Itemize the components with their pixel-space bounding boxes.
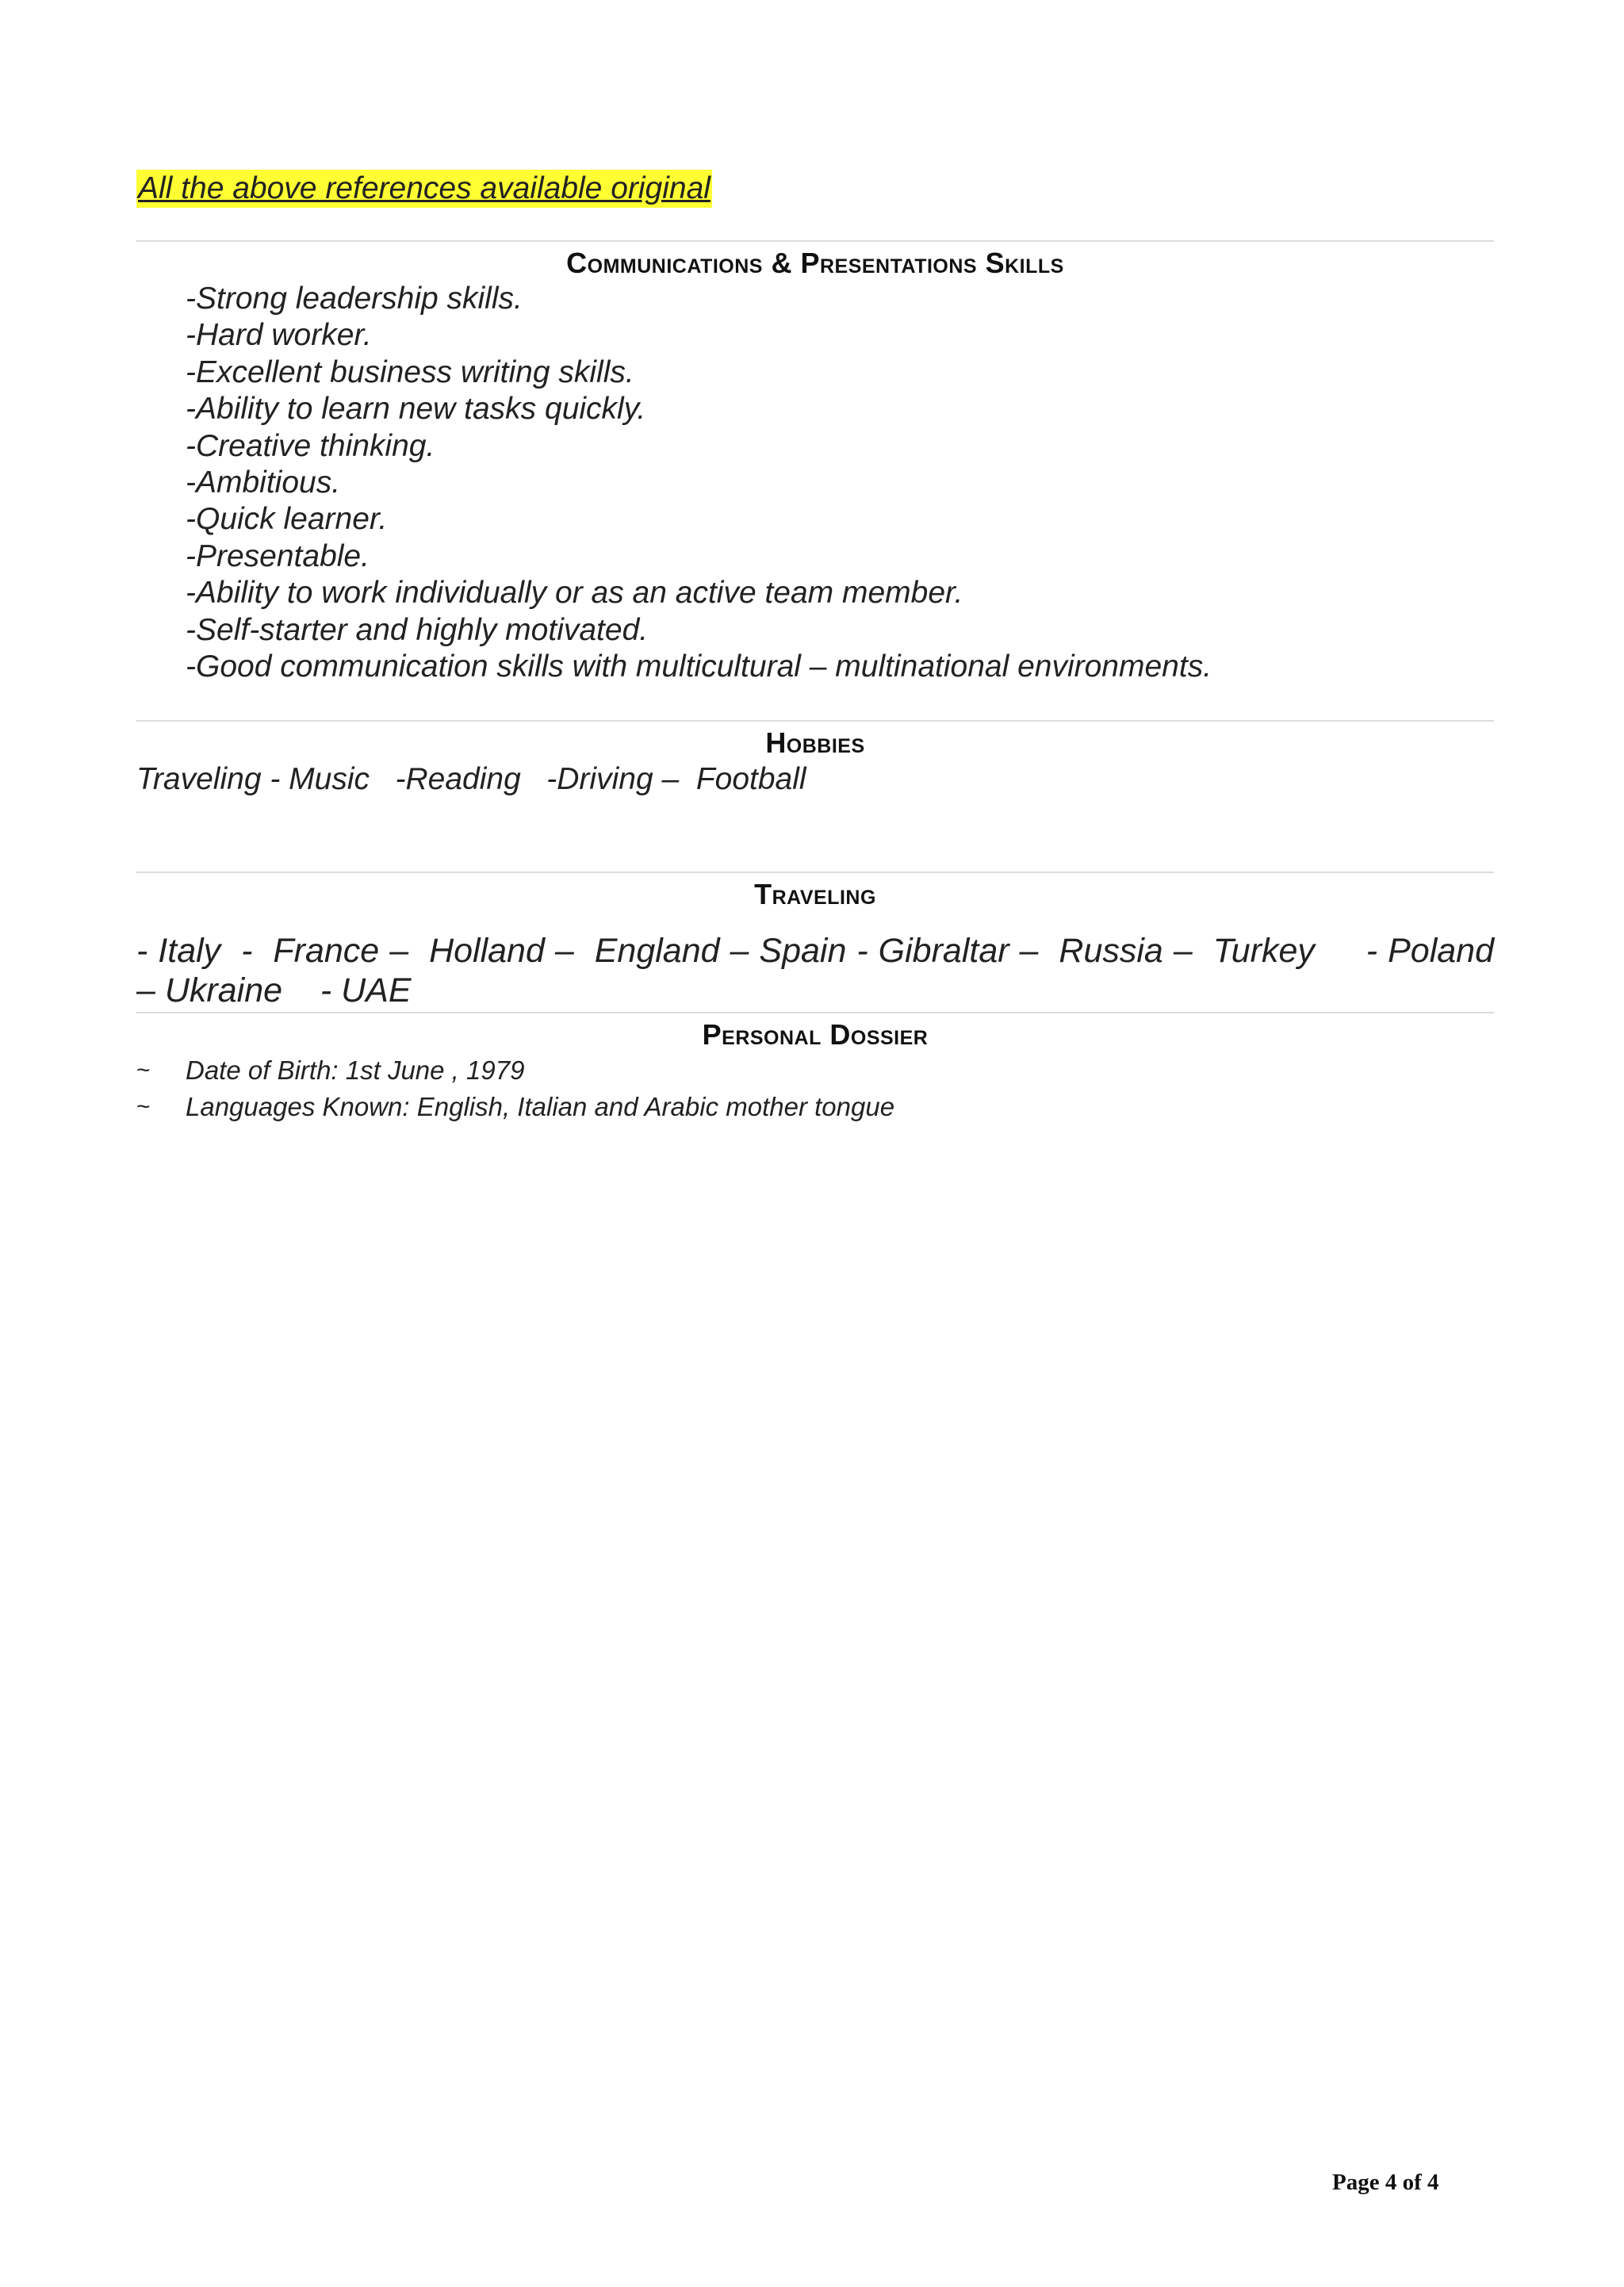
tilde-bullet: ~ [136, 1094, 151, 1121]
section-divider [136, 720, 1494, 722]
dossier-item-birth [136, 1052, 1494, 1089]
section-divider [136, 240, 1494, 242]
dossier-item-languages [136, 1089, 1494, 1125]
communications-heading: Communications & Presentations Skills [566, 247, 1064, 279]
skill-item: -Ambitious. [186, 465, 341, 500]
skill-item: -Creative thinking. [186, 428, 435, 463]
dossier-item-text: Languages Known: English, Italian and Arabic mother tongue [186, 1092, 895, 1122]
references-note-text: All the above references available original [136, 170, 712, 208]
skill-item: -Ability to work individually or as an active team member. [186, 576, 963, 611]
page-content [136, 170, 1503, 1125]
hobbies-text: Traveling - Music -Reading -Driving – Football [136, 762, 806, 797]
dossier-heading: Personal Dossier [702, 1018, 929, 1052]
skill-item: -Quick learner. [186, 502, 388, 537]
skill-item: -Good communication skills with multicultural – multinational environments. [186, 649, 1212, 684]
section-divider [136, 872, 1494, 873]
traveling-heading: Traveling [754, 878, 876, 911]
traveling-countries: - Italy - France – Holland – England – Spain - Gibraltar – Russia – Turkey - Poland – Ukraine - UAE [136, 932, 1503, 1010]
dossier-list [136, 1052, 1494, 1125]
skill-item: -Self-starter and highly motivated. [186, 612, 649, 647]
tilde-bullet: ~ [136, 1057, 151, 1084]
skill-item: -Presentable. [186, 538, 370, 573]
skill-item: -Excellent business writing skills. [186, 354, 634, 389]
dossier-item-text: Date of Birth: 1st June , 1979 [186, 1055, 525, 1086]
references-note [136, 170, 1494, 208]
skill-item: -Strong leadership skills. [186, 282, 523, 316]
hobbies-heading: Hobbies [765, 726, 865, 760]
skill-item: -Ability to learn new tasks quickly. [186, 392, 646, 427]
page-number: Page 4 of 4 [1332, 2170, 1439, 2195]
communications-skills-list [136, 281, 1494, 685]
skill-item: -Hard worker. [186, 318, 372, 353]
section-divider [136, 1012, 1494, 1013]
